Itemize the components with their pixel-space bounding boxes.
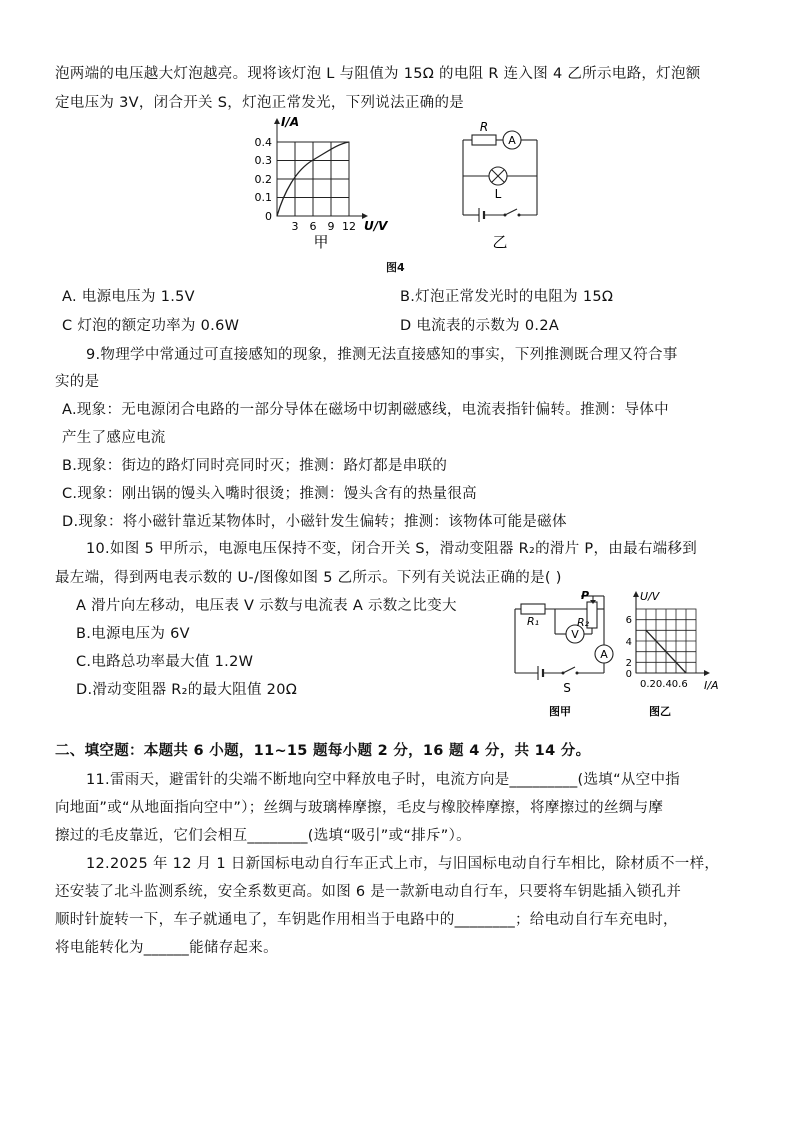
q10-option-a: A 滑片向左移动，电压表 V 示数与电流表 A 示数之比变大 xyxy=(76,598,457,614)
graph-name: 甲 xyxy=(313,233,329,251)
resistor-label: R xyxy=(479,120,489,134)
x-tick: 3 xyxy=(291,220,299,233)
slider-p-label: P xyxy=(580,589,590,602)
ammeter-label: A xyxy=(600,648,608,661)
figure-caption: 图4 xyxy=(386,261,405,274)
q10-text-line: 10.如图 5 甲所示，电源电压保持不变，闭合开关 S，滑动变阻器 R₂的滑片 P，由最右端移到 xyxy=(86,541,698,557)
y-tick: 6 xyxy=(625,615,632,626)
y-tick: 0.2 xyxy=(254,173,272,186)
x-tick: 12 xyxy=(342,220,356,233)
lamp-label: L xyxy=(494,187,502,201)
r2-label: R₂ xyxy=(576,616,589,629)
q9-option-a: A.现象：无电源闭合电路的一部分导体在磁场中切割磁感线，电流表指针偏转。推测：导体中 xyxy=(62,402,669,418)
q10-option-b: B.电源电压为 6V xyxy=(76,626,190,642)
section-heading: 二、填空题：本题共 6 小题，11~15 题每小题 2 分，16 题 4 分，共 14 分。 xyxy=(55,743,591,759)
q8-option-d: D 电流表的示数为 0.2A xyxy=(400,318,560,334)
q8-option-c: C 灯泡的额定功率为 0.6W xyxy=(62,318,240,334)
q9-text-line: 实的是 xyxy=(55,374,100,390)
figure-caption: 图乙 xyxy=(649,705,671,718)
q11-text-line: 擦过的毛皮靠近，它们会相互________(选填“吸引”或“排斥”）。 xyxy=(55,828,471,844)
graph-x-label: U/V xyxy=(364,219,388,233)
figure-5-graph xyxy=(620,588,730,718)
ammeter-label: A xyxy=(508,134,516,147)
voltmeter-label: V xyxy=(571,628,579,641)
switch-label: S xyxy=(563,681,571,695)
graph-x-label: I/A xyxy=(704,679,719,692)
q12-text-line: 12.2025 年 12 月 1 日新国标电动自行车正式上市，与旧国标电动自行车相比，除材质不一样， xyxy=(86,856,720,872)
q10-option-c: C.电路总功率最大值 1.2W xyxy=(76,654,254,670)
y-tick: 0 xyxy=(625,669,632,680)
x-tick: 6 xyxy=(309,220,317,233)
circuit-name: 乙 xyxy=(492,233,508,251)
figure-5-circuit xyxy=(505,588,635,718)
figure-caption: 图甲 xyxy=(549,705,571,718)
y-tick: 0.1 xyxy=(254,191,272,204)
y-tick: 0.3 xyxy=(254,154,272,167)
q8-text-line: 泡两端的电压越大灯泡越亮。现将该灯泡 L 与阻值为 15Ω 的电阻 R 连入图 4 乙所示电路，灯泡额 xyxy=(55,66,701,82)
q10-option-d: D.滑动变阻器 R₂的最大阻值 20Ω xyxy=(76,682,298,698)
figure-4-circuit xyxy=(455,112,565,252)
q8-option-b: B.灯泡正常发光时的电阻为 15Ω xyxy=(400,289,614,305)
q9-option-c: C.现象：刚出锅的馒头入嘴时很烫；推测：馒头含有的热量很高 xyxy=(62,486,477,502)
graph-y-label: U/V xyxy=(640,590,660,603)
q8-option-a: A. 电源电压为 1.5V xyxy=(62,289,195,305)
y-tick: 0.4 xyxy=(254,136,272,149)
x-ticks: 0.20.40.6 xyxy=(640,679,688,690)
q9-text-line: 9.物理学中常通过可直接感知的现象，推测无法直接感知的事实，下列推测既合理又符合事 xyxy=(86,347,678,363)
q9-option-b: B.现象：街边的路灯同时亮同时灭；推测：路灯都是串联的 xyxy=(62,458,448,474)
y-tick: 4 xyxy=(625,637,632,648)
q9-option-a-cont: 产生了感应电流 xyxy=(62,430,166,446)
q9-option-d: D.现象：将小磁针靠近某物体时，小磁针发生偏转；推测：该物体可能是磁体 xyxy=(62,514,567,530)
x-tick: 9 xyxy=(327,220,335,233)
graph-y-label: I/A xyxy=(281,115,300,129)
y-tick: 0 xyxy=(265,210,272,223)
q8-text-line: 定电压为 3V，闭合开关 S，灯泡正常发光，下列说法正确的是 xyxy=(55,95,465,111)
q11-text-line: 向地面”或“从地面指向空中”）；丝绸与玻璃棒摩擦，毛皮与橡胶棒摩擦，将摩擦过的丝绸与摩 xyxy=(55,800,664,816)
q12-text-line: 还安装了北斗监测系统，安全系数更高。如图 6 是一款新电动自行车，只要将车钥匙插入锁孔并 xyxy=(55,884,682,900)
figure-4-graph xyxy=(248,112,408,252)
q10-text-line: 最左端，得到两电表示数的 U-/图像如图 5 乙所示。下列有关说法正确的是( ) xyxy=(55,570,562,586)
q12-text-line: 顺时针旋转一下，车子就通电了，车钥匙作用相当于电路中的________；给电动自行车充电时， xyxy=(55,912,678,928)
q11-text-line: 11.雷雨天，避雷针的尖端不断地向空中释放电子时，电流方向是_________(选填“从空中指 xyxy=(86,772,681,788)
r1-label: R₁ xyxy=(526,615,540,628)
y-tick: 2 xyxy=(625,658,632,669)
q12-text-line: 将电能转化为______能储存起来。 xyxy=(55,940,278,956)
